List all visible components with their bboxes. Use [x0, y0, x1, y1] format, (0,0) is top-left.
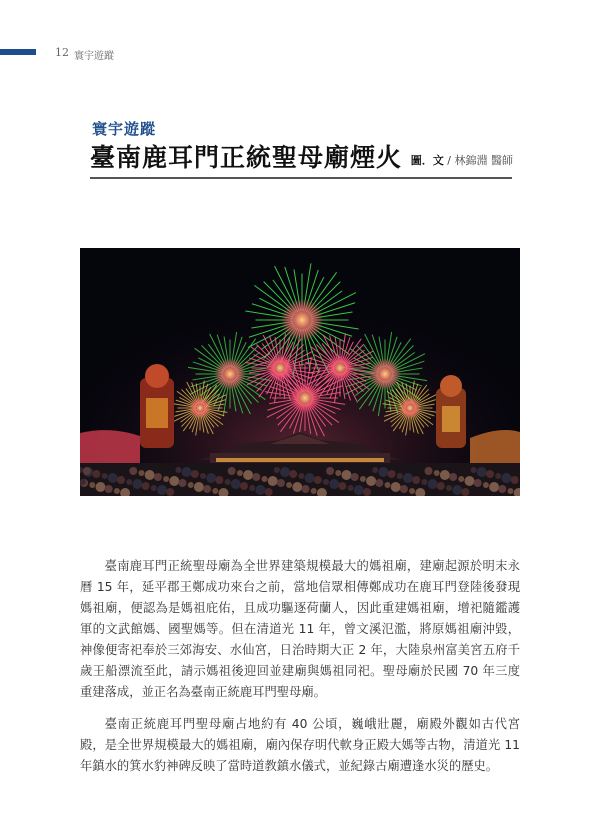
- page-number: 12: [55, 46, 69, 59]
- section-label: 寰宇遊蹤: [92, 120, 157, 138]
- byline: [411, 152, 513, 168]
- article-title: 臺南鹿耳門正統聖母廟煙火: [90, 143, 403, 172]
- deity-statue-right: [436, 375, 466, 448]
- byline-prefix: 圖．文: [410, 154, 444, 167]
- running-head: 寰宇遊蹤: [74, 51, 114, 62]
- byline-author: 林錦淵 醫師: [454, 154, 513, 167]
- article-body: [80, 556, 520, 788]
- paragraph-1: 臺南鹿耳門正統聖母廟為全世界建築規模最大的媽祖廟，建廟起源於明末永曆 15 年，延平郡王鄭成功來台之前，當地信眾相傳鄭成功在鹿耳門登陸後發現媽祖廟，便認為是媽祖庇佑，且成功驅逐荷蘭人，因此重建媽祖廟，增祀隨鑑護軍的文武館媽、國聖媽等。但在清道光 11 年，曾文溪氾濫，將原媽祖廟沖毀，神像便寄祀奉於三郊海安、水仙宮，日治時期大正 2 年，大陸泉州富美宮五府千歲王船漂流至此，請示媽祖後迎回並建廟與媽祖同祀。聖母廟於民國 70 年三度重建落成，並正名為臺南正統鹿耳門聖母廟。: [80, 559, 520, 699]
- header-accent-bar: [0, 49, 36, 55]
- title-rule: [90, 177, 512, 179]
- fireworks-temple-photo: [80, 248, 520, 496]
- fireworks-illustration: [80, 248, 520, 496]
- byline-separator: /: [443, 154, 455, 167]
- paragraph-2: 臺南正統鹿耳門聖母廟占地約有 40 公頃，巍峨壯麗，廟殿外觀如古代宮殿，是全世界規模最大的媽祖廟，廟內保存明代軟身正殿大媽等古物，清道光 11 年鎮水的箕水豹神碑反映了當時道教鎮水儀式，並紀錄古廟遭逢水災的歷史。: [80, 717, 520, 773]
- deity-statue-left: [140, 364, 174, 448]
